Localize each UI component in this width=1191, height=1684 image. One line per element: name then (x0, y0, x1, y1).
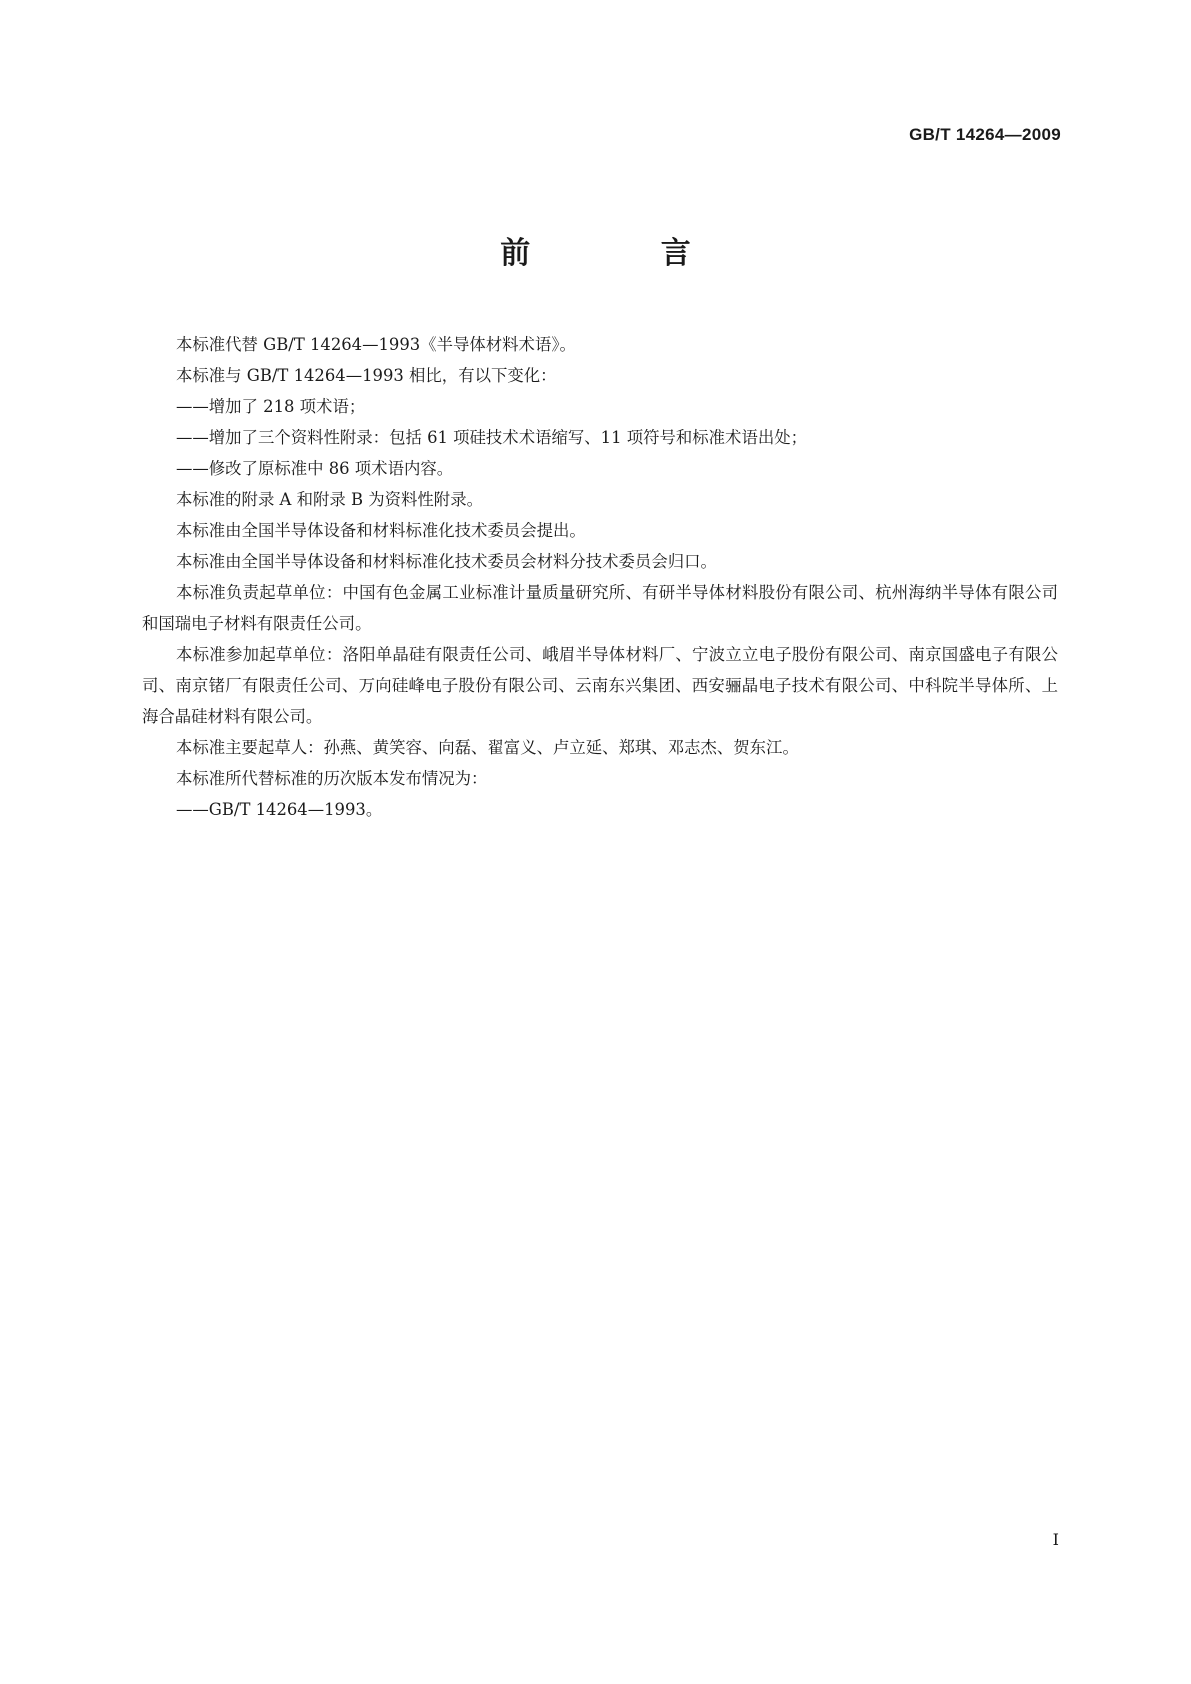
list-item: ——增加了三个资料性附录：包括 61 项硅技术术语缩写、11 项符号和标准术语出处； (176, 428, 808, 447)
paragraph: 本标准负责起草单位：中国有色金属工业标准计量质量研究所、有研半导体材料股份有限公司、杭州海纳半导体有限公司和国瑞电子材料有限责任公司。 (142, 583, 1058, 633)
list-item: ——增加了 218 项术语； (176, 397, 366, 416)
paragraph: 本标准代替 GB/T 14264—1993《半导体材料术语》。 (176, 335, 576, 354)
paragraph: 本标准主要起草人：孙燕、黄笑容、向磊、翟富义、卢立延、郑琪、邓志杰、贺东江。 (176, 738, 799, 757)
paragraph: 本标准与 GB/T 14264—1993 相比，有以下变化： (176, 366, 557, 385)
standard-code: GB/T 14264—2009 (909, 125, 1061, 144)
page-number: I (1052, 1530, 1059, 1549)
paragraph: 本标准所代替标准的历次版本发布情况为： (176, 769, 488, 788)
paragraph: 本标准参加起草单位：洛阳单晶硅有限责任公司、峨眉半导体材料厂、宁波立立电子股份有限公司、南京国盛电子有限公司、南京锗厂有限责任公司、万向硅峰电子股份有限公司、云南东兴集团、西安骊晶电子技术有限公司、中科院半导体所、上海合晶硅材料有限公司。 (142, 645, 1058, 726)
page-title: 前 言 (500, 236, 751, 271)
list-item: ——GB/T 14264—1993。 (176, 800, 383, 819)
paragraph: 本标准由全国半导体设备和材料标准化技术委员会材料分技术委员会归口。 (176, 552, 717, 571)
paragraph: 本标准的附录 A 和附录 B 为资料性附录。 (176, 490, 483, 509)
document-body (142, 329, 1058, 825)
list-item: ——修改了原标准中 86 项术语内容。 (176, 459, 454, 478)
paragraph: 本标准由全国半导体设备和材料标准化技术委员会提出。 (176, 521, 586, 540)
